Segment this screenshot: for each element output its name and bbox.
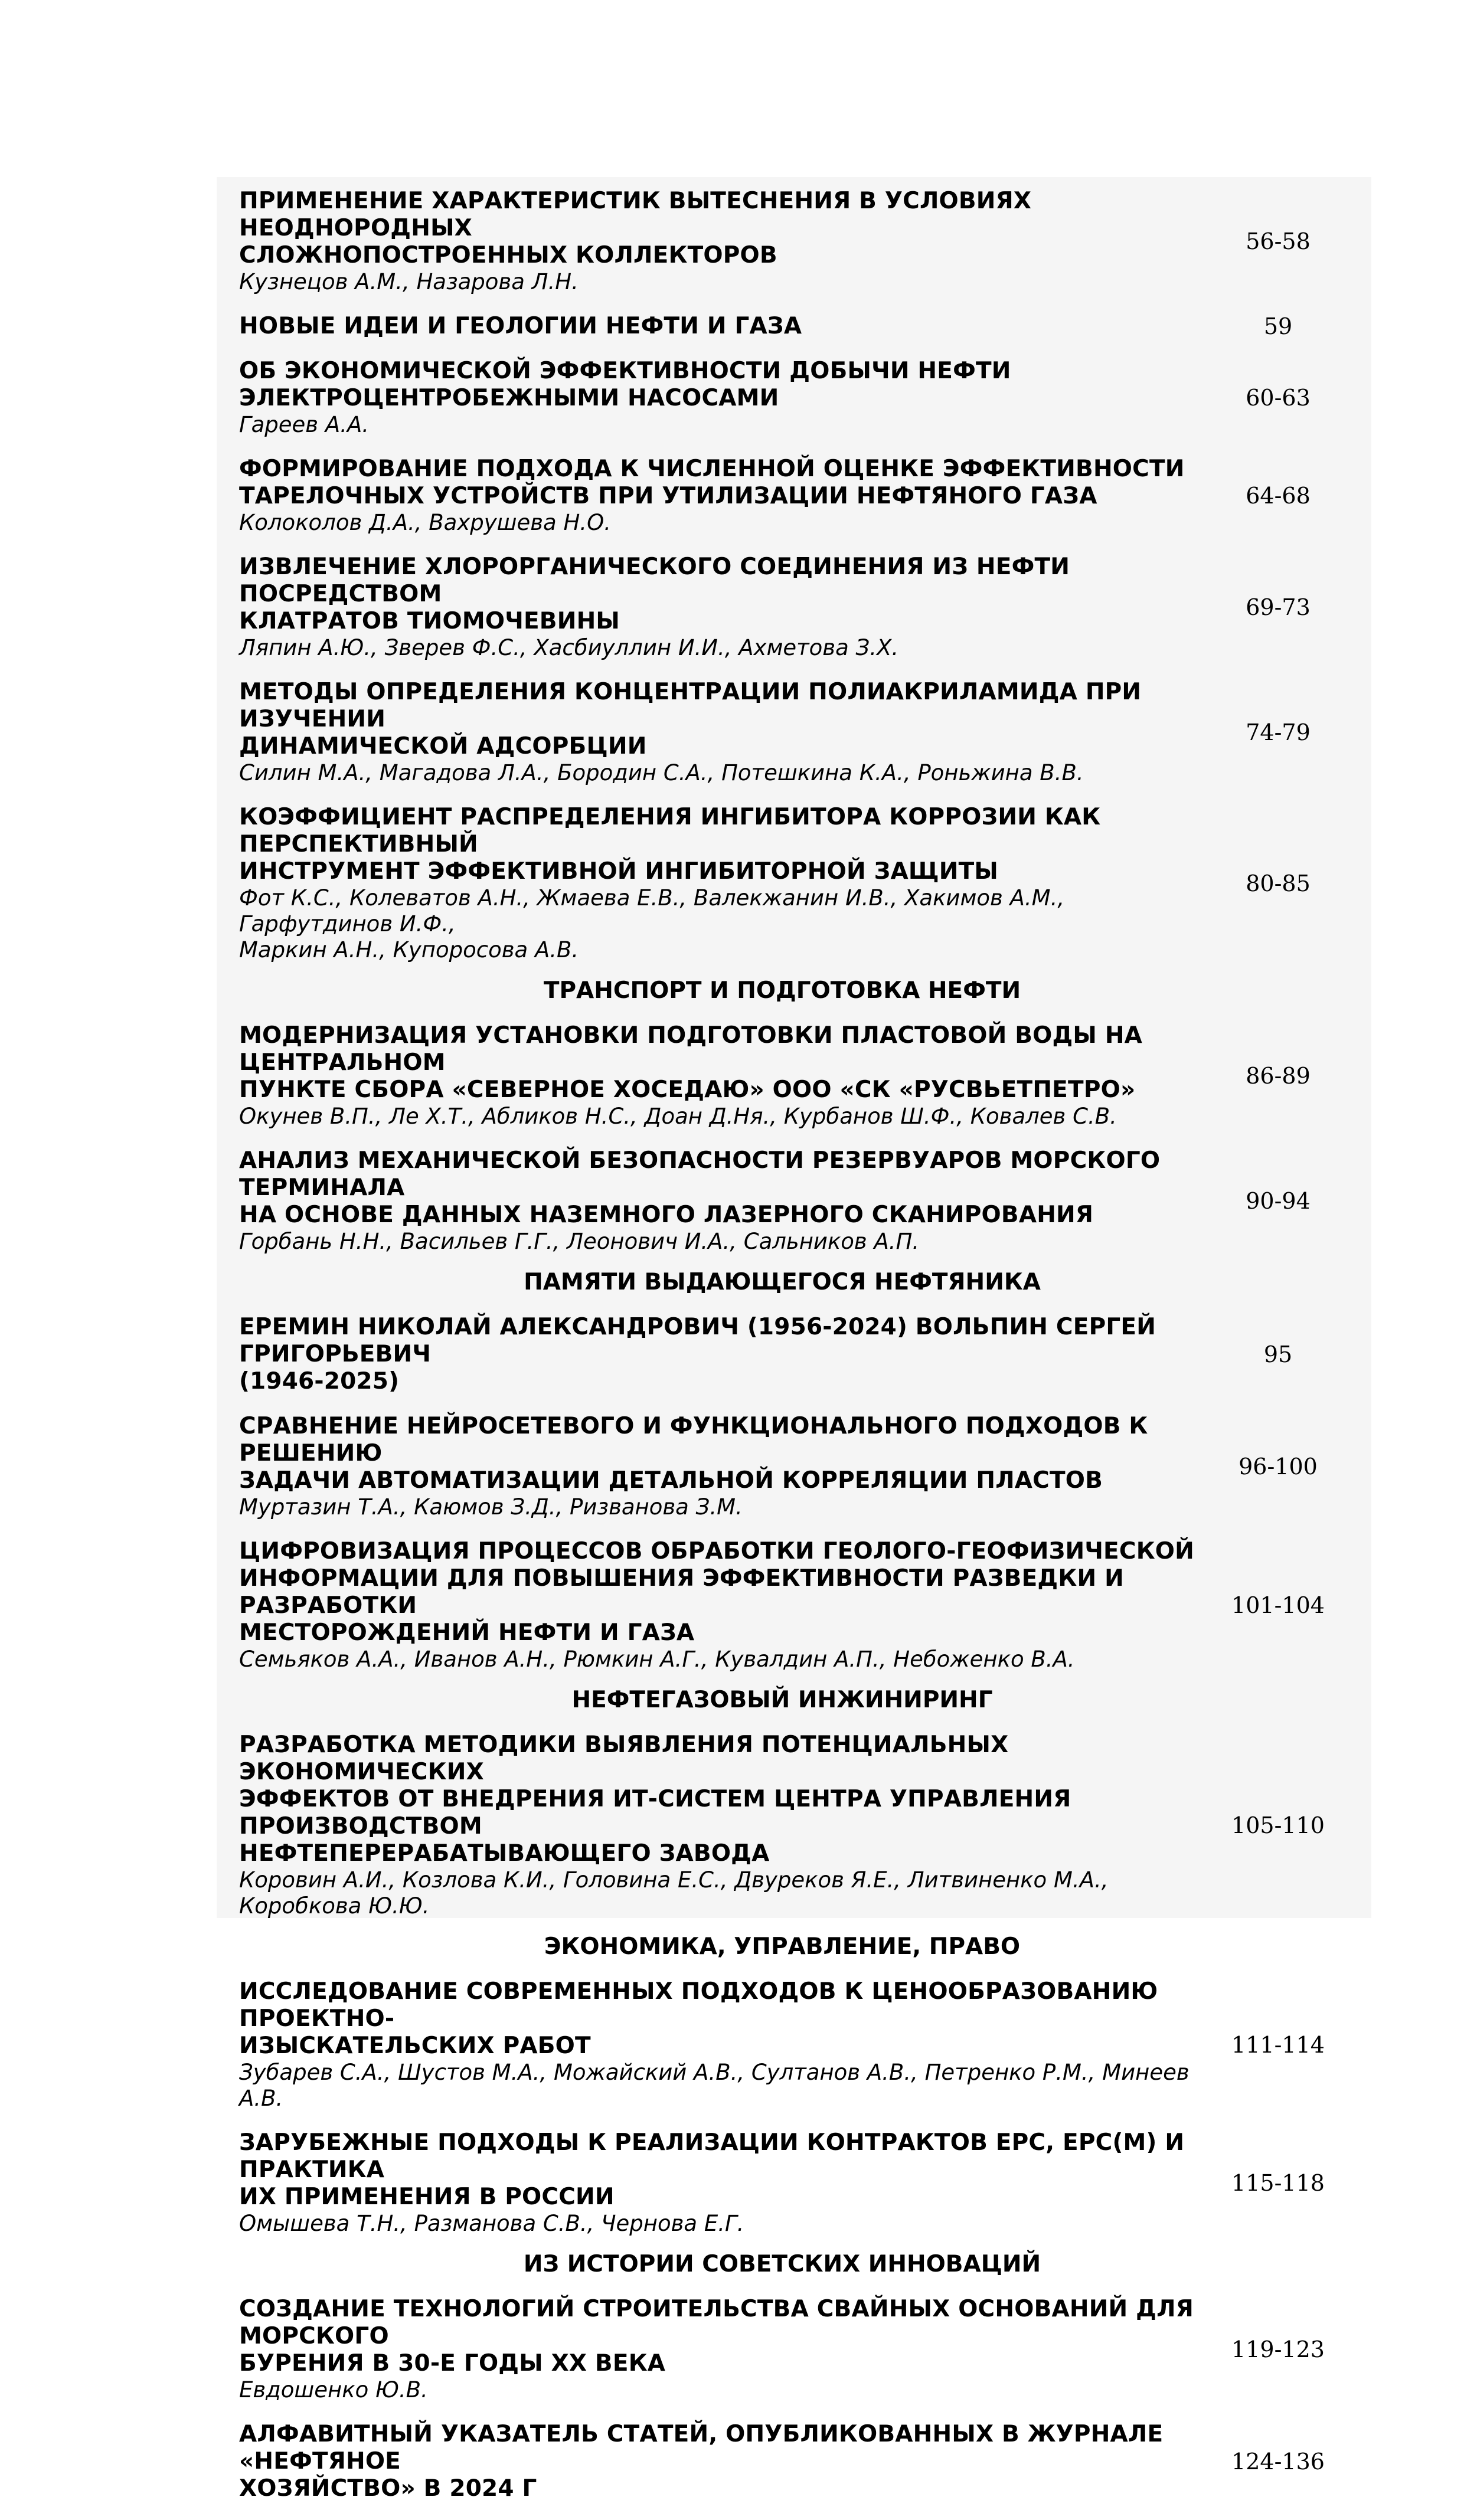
toc-entry-body bbox=[239, 313, 1219, 340]
article-title-line: НЕФТЕПЕРЕРАБАТЫВАЮЩЕГО ЗАВОДА bbox=[239, 1840, 770, 1867]
article-authors: Омышева Т.Н., Разманова С.В., Чернова Е.Г. bbox=[239, 2211, 744, 2236]
toc-entry[interactable] bbox=[239, 1314, 1349, 1395]
page-range: 124-136 bbox=[1231, 2449, 1325, 2475]
page-range: 74-79 bbox=[1246, 719, 1311, 745]
toc-entry-body bbox=[239, 1022, 1219, 1130]
page-range: 69-73 bbox=[1246, 594, 1311, 620]
article-title-line: МЕСТОРОЖДЕНИЙ НЕФТИ И ГАЗА bbox=[239, 1619, 695, 1646]
section-heading: ИЗ ИСТОРИИ СОВЕТСКИХ ИННОВАЦИЙ bbox=[523, 2251, 1041, 2277]
article-title-line: ПРИМЕНЕНИЕ ХАРАКТЕРИСТИК ВЫТЕСНЕНИЯ В УСЛОВИЯХ НЕОДНОРОДНЫХ bbox=[239, 188, 1032, 241]
section-heading: ТРАНСПОРТ И ПОДГОТОВКА НЕФТИ bbox=[543, 977, 1021, 1004]
article-authors: Гареев А.А. bbox=[239, 412, 370, 437]
table-of-contents bbox=[239, 188, 1349, 2520]
toc-entry-body bbox=[239, 1538, 1219, 1673]
toc-entry-body bbox=[239, 1978, 1219, 2112]
section-heading: ЭКОНОМИКА, УПРАВЛЕНИЕ, ПРАВО bbox=[544, 1933, 1021, 1960]
article-authors: Евдошенко Ю.В. bbox=[239, 2377, 428, 2403]
toc-entry-body bbox=[239, 1314, 1219, 1395]
page-range: 96-100 bbox=[1238, 1454, 1318, 1480]
article-title-line: ХОЗЯЙСТВО» В 2024 Г bbox=[239, 2475, 537, 2502]
toc-entry[interactable] bbox=[239, 804, 1349, 963]
article-title-line: ЦИФРОВИЗАЦИЯ ПРОЦЕССОВ ОБРАБОТКИ ГЕОЛОГО-ГЕОФИЗИЧЕСКОЙ bbox=[239, 1538, 1194, 1565]
toc-entry-body bbox=[239, 804, 1219, 963]
toc-entry-body bbox=[239, 2421, 1219, 2502]
article-authors: Коровин А.И., Козлова К.И., Головина Е.С., Двуреков Я.Е., Литвиненко М.А., Коробкова Ю.Ю. bbox=[239, 1867, 1109, 1919]
article-title-line: БУРЕНИЯ В 30-Е ГОДЫ XX ВЕКА bbox=[239, 2350, 666, 2377]
article-title-line: ИХ ПРИМЕНЕНИЯ В РОССИИ bbox=[239, 2184, 615, 2210]
article-title-line: АНАЛИЗ МЕХАНИЧЕСКОЙ БЕЗОПАСНОСТИ РЕЗЕРВУАРОВ МОРСКОГО ТЕРМИНАЛА bbox=[239, 1147, 1161, 1201]
page-range: 90-94 bbox=[1246, 1188, 1311, 1214]
page-range: 95 bbox=[1263, 1341, 1293, 1367]
toc-entry[interactable] bbox=[239, 554, 1349, 661]
article-title-line: ФОРМИРОВАНИЕ ПОДХОДА К ЧИСЛЕННОЙ ОЦЕНКЕ ЭФФЕКТИВНОСТИ bbox=[239, 456, 1185, 482]
page-range: 60-63 bbox=[1246, 385, 1311, 411]
article-title-line: МЕТОДЫ ОПРЕДЕЛЕНИЯ КОНЦЕНТРАЦИИ ПОЛИАКРИЛАМИДА ПРИ ИЗУЧЕНИИ bbox=[239, 679, 1142, 732]
article-authors: Горбань Н.Н., Васильев Г.Г., Леонович И.А., Сальников А.П. bbox=[239, 1229, 920, 1254]
toc-entry[interactable] bbox=[239, 456, 1349, 536]
article-title-line: ЗАДАЧИ АВТОМАТИЗАЦИИ ДЕТАЛЬНОЙ КОРРЕЛЯЦИИ ПЛАСТОВ bbox=[239, 1467, 1103, 1494]
toc-entry-body bbox=[239, 358, 1219, 438]
article-title-line: КОЭФФИЦИЕНТ РАСПРЕДЕЛЕНИЯ ИНГИБИТОРА КОРРОЗИИ КАК ПЕРСПЕКТИВНЫЙ bbox=[239, 804, 1101, 858]
toc-entry[interactable] bbox=[239, 188, 1349, 295]
toc-entry[interactable] bbox=[239, 1978, 1349, 2112]
article-title-line: ИЗВЛЕЧЕНИЕ ХЛОРОРГАНИЧЕСКОГО СОЕДИНЕНИЯ ИЗ НЕФТИ ПОСРЕДСТВОМ bbox=[239, 554, 1070, 607]
article-title-line: СОЗДАНИЕ ТЕХНОЛОГИЙ СТРОИТЕЛЬСТВА СВАЙНЫХ ОСНОВАНИЙ ДЛЯ МОРСКОГО bbox=[239, 2296, 1194, 2349]
article-authors: Силин М.А., Магадова Л.А., Бородин С.А., Потешкина К.А., Роньжина В.В. bbox=[239, 760, 1084, 786]
page-range: 80-85 bbox=[1246, 870, 1311, 896]
toc-entry-body bbox=[239, 554, 1219, 661]
page-range: 115-118 bbox=[1231, 2170, 1325, 2196]
toc-entry-body bbox=[239, 679, 1219, 786]
page-range: 101-104 bbox=[1231, 1592, 1325, 1618]
toc-entry[interactable] bbox=[239, 1732, 1349, 1919]
article-title-line: АЛФАВИТНЫЙ УКАЗАТЕЛЬ СТАТЕЙ, ОПУБЛИКОВАННЫХ В ЖУРНАЛЕ «НЕФТЯНОЕ bbox=[239, 2421, 1164, 2475]
toc-entry[interactable] bbox=[239, 2129, 1349, 2237]
article-authors: Зубарев С.А., Шустов М.А., Можайский А.В., Султанов А.В., Петренко Р.М., Минеев А.В. bbox=[239, 2060, 1190, 2111]
page-range: 119-123 bbox=[1231, 2336, 1325, 2362]
article-title-line: ЗАРУБЕЖНЫЕ ПОДХОДЫ К РЕАЛИЗАЦИИ КОНТРАКТОВ EPC, EPC(M) И ПРАКТИКА bbox=[239, 2129, 1185, 2183]
article-title-line: СЛОЖНОПОСТРОЕННЫХ КОЛЛЕКТОРОВ bbox=[239, 242, 777, 269]
article-title-line: ЕРЕМИН НИКОЛАЙ АЛЕКСАНДРОВИЧ (1956-2024) ВОЛЬПИН СЕРГЕЙ ГРИГОРЬЕВИЧ bbox=[239, 1314, 1156, 1367]
article-title-line: ИНФОРМАЦИИ ДЛЯ ПОВЫШЕНИЯ ЭФФЕКТИВНОСТИ РАЗВЕДКИ И РАЗРАБОТКИ bbox=[239, 1565, 1124, 1619]
article-title-line: НОВЫЕ ИДЕИ И ГЕОЛОГИИ НЕФТИ И ГАЗА bbox=[239, 313, 802, 339]
section-heading: ПАМЯТИ ВЫДАЮЩЕГОСЯ НЕФТЯНИКА bbox=[524, 1269, 1041, 1295]
article-title-line: ИССЛЕДОВАНИЕ СОВРЕМЕННЫХ ПОДХОДОВ К ЦЕНООБРАЗОВАНИЮ ПРОЕКТНО- bbox=[239, 1978, 1158, 2032]
article-title-line: ТАРЕЛОЧНЫХ УСТРОЙСТВ ПРИ УТИЛИЗАЦИИ НЕФТЯНОГО ГАЗА bbox=[239, 483, 1097, 509]
article-title-line: ЭФФЕКТОВ ОТ ВНЕДРЕНИЯ ИТ-СИСТЕМ ЦЕНТРА УПРАВЛЕНИЯ ПРОИЗВОДСТВОМ bbox=[239, 1786, 1071, 1840]
toc-entry-body bbox=[239, 2129, 1219, 2237]
toc-entry[interactable] bbox=[239, 358, 1349, 438]
toc-entry-body bbox=[239, 2296, 1219, 2403]
toc-entry[interactable] bbox=[239, 1413, 1349, 1520]
article-authors: Ляпин А.Ю., Зверев Ф.С., Хасбиуллин И.И., Ахметова З.Х. bbox=[239, 635, 899, 660]
toc-entry[interactable] bbox=[239, 1147, 1349, 1255]
toc-entry[interactable] bbox=[239, 2421, 1349, 2502]
article-title-line: ИНСТРУМЕНТ ЭФФЕКТИВНОЙ ИНГИБИТОРНОЙ ЗАЩИТЫ bbox=[239, 858, 999, 885]
page-range: 105-110 bbox=[1231, 1812, 1325, 1838]
article-title-line: (1946-2025) bbox=[239, 1368, 400, 1395]
page-range: 111-114 bbox=[1231, 2032, 1325, 2058]
article-authors: Колоколов Д.А., Вахрушева Н.О. bbox=[239, 510, 611, 535]
toc-entry[interactable] bbox=[239, 1022, 1349, 1130]
toc-entry[interactable] bbox=[239, 1538, 1349, 1673]
article-title-line: КЛАТРАТОВ ТИОМОЧЕВИНЫ bbox=[239, 608, 620, 634]
article-title-line: СРАВНЕНИЕ НЕЙРОСЕТЕВОГО И ФУНКЦИОНАЛЬНОГО ПОДХОДОВ К РЕШЕНИЮ bbox=[239, 1413, 1148, 1467]
article-title-line: ИЗЫСКАТЕЛЬСКИХ РАБОТ bbox=[239, 2033, 591, 2059]
section-heading: НЕФТЕГАЗОВЫЙ ИНЖИНИРИНГ bbox=[571, 1687, 993, 1713]
toc-entry[interactable] bbox=[239, 679, 1349, 786]
page-range: 56-58 bbox=[1246, 228, 1311, 254]
article-authors: Муртазин Т.А., Каюмов З.Д., Ризванова З.М. bbox=[239, 1494, 743, 1520]
article-title-line: ПУНКТЕ СБОРА «СЕВЕРНОЕ ХОСЕДАЮ» ООО «СК «РУСВЬЕТПЕТРО» bbox=[239, 1076, 1136, 1103]
toc-entry-body bbox=[239, 456, 1219, 536]
toc-entry-body bbox=[239, 1147, 1219, 1255]
article-title-line: РАЗРАБОТКА МЕТОДИКИ ВЫЯВЛЕНИЯ ПОТЕНЦИАЛЬНЫХ ЭКОНОМИЧЕСКИХ bbox=[239, 1732, 1009, 1785]
article-authors: Окунев В.П., Ле Х.Т., Абликов Н.С., Доан Д.Ня., Курбанов Ш.Ф., Ковалев С.В. bbox=[239, 1104, 1117, 1129]
toc-entry-body bbox=[239, 1413, 1219, 1520]
toc-entry[interactable] bbox=[239, 313, 1349, 340]
article-title-line: ДИНАМИЧЕСКОЙ АДСОРБЦИИ bbox=[239, 733, 647, 760]
toc-entry[interactable] bbox=[239, 2296, 1349, 2403]
page-range: 86-89 bbox=[1246, 1063, 1311, 1089]
page-range: 64-68 bbox=[1246, 483, 1311, 509]
page-range: 59 bbox=[1263, 313, 1293, 339]
article-authors: Кузнецов А.М., Назарова Л.Н. bbox=[239, 269, 579, 294]
article-authors: Маркин А.Н., Купоросова А.В. bbox=[239, 937, 579, 963]
article-title-line: МОДЕРНИЗАЦИЯ УСТАНОВКИ ПОДГОТОВКИ ПЛАСТОВОЙ ВОДЫ НА ЦЕНТРАЛЬНОМ bbox=[239, 1022, 1143, 1076]
article-authors: Семьяков А.А., Иванов А.Н., Рюмкин А.Г., Кувалдин А.П., Небоженко В.А. bbox=[239, 1647, 1075, 1672]
article-title-line: ЭЛЕКТРОЦЕНТРОБЕЖНЫМИ НАСОСАМИ bbox=[239, 385, 779, 411]
toc-entry-body bbox=[239, 188, 1219, 295]
article-title-line: ОБ ЭКОНОМИЧЕСКОЙ ЭФФЕКТИВНОСТИ ДОБЫЧИ НЕФТИ bbox=[239, 358, 1011, 384]
article-title-line: НА ОСНОВЕ ДАННЫХ НАЗЕМНОГО ЛАЗЕРНОГО СКАНИРОВАНИЯ bbox=[239, 1202, 1094, 1228]
toc-entry-body bbox=[239, 1732, 1219, 1919]
article-authors: Фот К.С., Колеватов А.Н., Жмаева Е.В., Валекжанин И.В., Хакимов А.М., Гарфутдинов И.Ф., bbox=[239, 885, 1065, 937]
